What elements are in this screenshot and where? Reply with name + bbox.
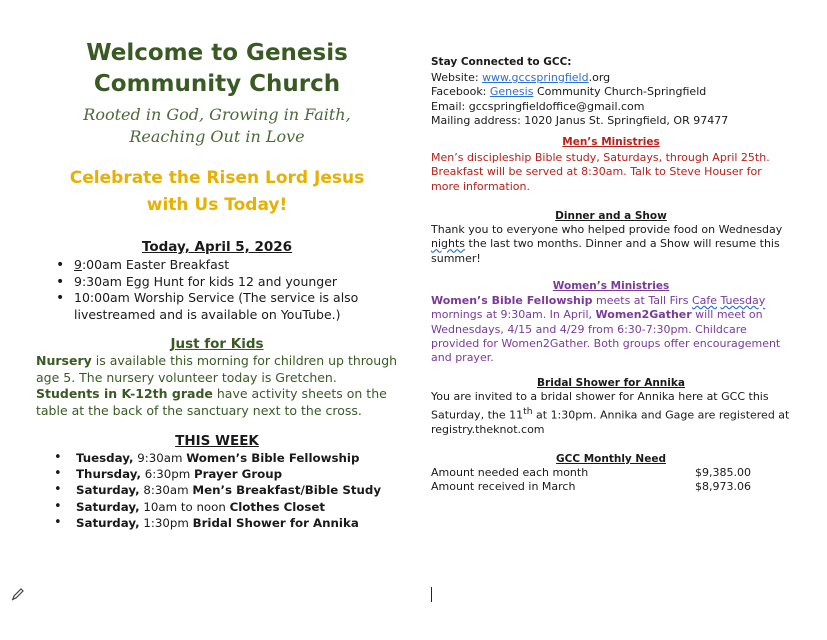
week-time: 10am to noon	[139, 499, 230, 514]
women-text-1: meets at Tall Firs	[592, 293, 692, 307]
bridal-text-2: at 1:30pm. Annika and Gage are registered at registry.theknot.com	[431, 408, 790, 436]
celebrate-heading	[36, 165, 398, 219]
this-week-list	[54, 450, 398, 531]
facebook-line	[431, 85, 791, 99]
students-label: Students in K-12th grade	[36, 386, 213, 401]
list-item	[54, 515, 398, 531]
womens-fellowship-label: Women’s Bible Fellowship	[431, 293, 593, 307]
mens-ministries-heading: Men’s Ministries	[562, 136, 660, 149]
women-text-2: mornings at 9:30am. In April,	[431, 308, 596, 322]
table-row	[431, 480, 751, 494]
tagline-line-1: Rooted in God, Growing in Faith,	[83, 105, 351, 124]
women-text-3: will meet on Wednesdays, 4/15 and 4/29 from 6:30-7:30pm. Childcare provided for Women2Gather. Both groups offer encouragement and prayer.	[431, 308, 781, 365]
table-row	[431, 466, 751, 480]
kids-text-2: have activity sheets on the table at the back of the sanctuary next to the cross.	[36, 386, 387, 418]
this-week-heading: THIS WEEK	[175, 433, 259, 449]
need-label: Amount received in March	[431, 479, 576, 493]
cafe-word: Cafe	[691, 293, 717, 307]
week-time: 1:30pm	[139, 515, 193, 530]
week-day: Saturday,	[76, 499, 140, 514]
pen-icon[interactable]	[10, 586, 26, 602]
week-time: 8:30am	[139, 483, 193, 498]
bridal-shower-heading: Bridal Shower for Annika	[537, 377, 685, 390]
celebrate-line-1: Celebrate the Risen Lord Jesus	[69, 168, 365, 188]
need-amount: $9,385.00	[695, 466, 751, 479]
bridal-superscript: th	[523, 405, 533, 417]
week-day: Saturday,	[76, 483, 140, 498]
tuesday-word: Tuesday	[720, 293, 766, 307]
dinner-text-2: the last two months. Dinner and a Show will resume this summer!	[431, 237, 780, 265]
bridal-shower-paragraph	[431, 390, 791, 437]
facebook-link[interactable]: Genesis	[489, 85, 534, 99]
website-label: Website:	[431, 71, 483, 84]
welcome-title	[36, 38, 398, 100]
week-time: 9:30am	[133, 451, 187, 465]
monthly-need-heading: GCC Monthly Need	[556, 453, 666, 465]
title-line-2: Community Church	[93, 71, 341, 97]
right-column	[431, 55, 791, 493]
breakfast-hour: 9	[74, 257, 82, 272]
tagline-line-2: Reaching Out in Love	[129, 127, 305, 146]
nursery-label: Nursery	[36, 353, 92, 368]
womens-ministries-paragraph	[431, 294, 791, 365]
today-heading: Today, April 5, 2026	[141, 239, 293, 255]
text-cursor	[431, 587, 432, 602]
dinner-word: nights	[431, 237, 466, 251]
need-amount: $8,973.06	[695, 479, 751, 493]
women2gather-label: Women2Gather	[595, 308, 692, 322]
dinner-show-paragraph	[431, 223, 791, 266]
monthly-need-table	[431, 466, 791, 493]
left-column	[36, 38, 398, 531]
list-item	[56, 257, 398, 274]
week-time: 6:30pm	[140, 467, 194, 482]
connect-block	[431, 71, 791, 128]
need-label: Amount needed each month	[431, 466, 589, 479]
website-line	[431, 71, 791, 85]
facebook-suffix: Community Church-Springfield	[533, 85, 707, 99]
week-event: Prayer Group	[193, 467, 283, 482]
mens-ministries-paragraph: Men’s discipleship Bible study, Saturdays, through April 25th. Breakfast will be served at 8:30am. Talk to Steve Houser for more information.	[431, 151, 770, 193]
list-item: • 10:00am Worship Service (The service is also livestreamed and is available on YouTube.)	[56, 290, 398, 323]
week-day: Saturday,	[76, 515, 140, 530]
list-item	[54, 450, 398, 466]
list-item	[54, 482, 398, 498]
website-link[interactable]: www.gccspringfield	[482, 71, 589, 84]
tagline	[36, 104, 398, 148]
breakfast-text: :00am Easter Breakfast	[81, 257, 230, 272]
kids-paragraph	[36, 353, 398, 419]
list-item: • 9:30am Egg Hunt for kids 12 and younger	[56, 274, 398, 291]
week-day: Tuesday,	[76, 451, 134, 465]
title-line-1: Welcome to Genesis	[86, 40, 348, 66]
connect-heading: Stay Connected to GCC:	[431, 56, 572, 68]
list-item	[54, 499, 398, 515]
facebook-label: Facebook:	[431, 85, 490, 99]
kids-text-1: is available this morning for children up through age 5. The nursery volunteer today is Gretchen.	[36, 353, 398, 385]
today-schedule-list	[56, 257, 398, 323]
dinner-text-1: Thank you to everyone who helped provide food on Wednesday	[431, 223, 783, 237]
list-item	[54, 466, 398, 482]
website-suffix: .org	[588, 71, 611, 84]
week-day: Thursday,	[76, 467, 141, 482]
bridal-text-1: You are invited to a bridal shower for Annika here at GCC this Saturday, the 11	[431, 390, 769, 422]
celebrate-line-2: with Us Today!	[146, 195, 288, 215]
womens-ministries-heading: Women’s Ministries	[552, 279, 670, 292]
dinner-show-heading: Dinner and a Show	[555, 210, 667, 223]
week-event: Men’s Breakfast/Bible Study	[192, 483, 382, 498]
email-line: Email: gccspringfieldoffice@gmail.com	[431, 99, 645, 113]
kids-heading: Just for Kids	[170, 336, 264, 352]
week-event: Bridal Shower for Annika	[192, 515, 359, 530]
week-event: Clothes Closet	[229, 499, 326, 514]
mailing-address-line: Mailing address: 1020 Janus St. Springfield, OR 97477	[431, 113, 729, 127]
week-event: Women’s Bible Fellowship	[186, 451, 360, 465]
